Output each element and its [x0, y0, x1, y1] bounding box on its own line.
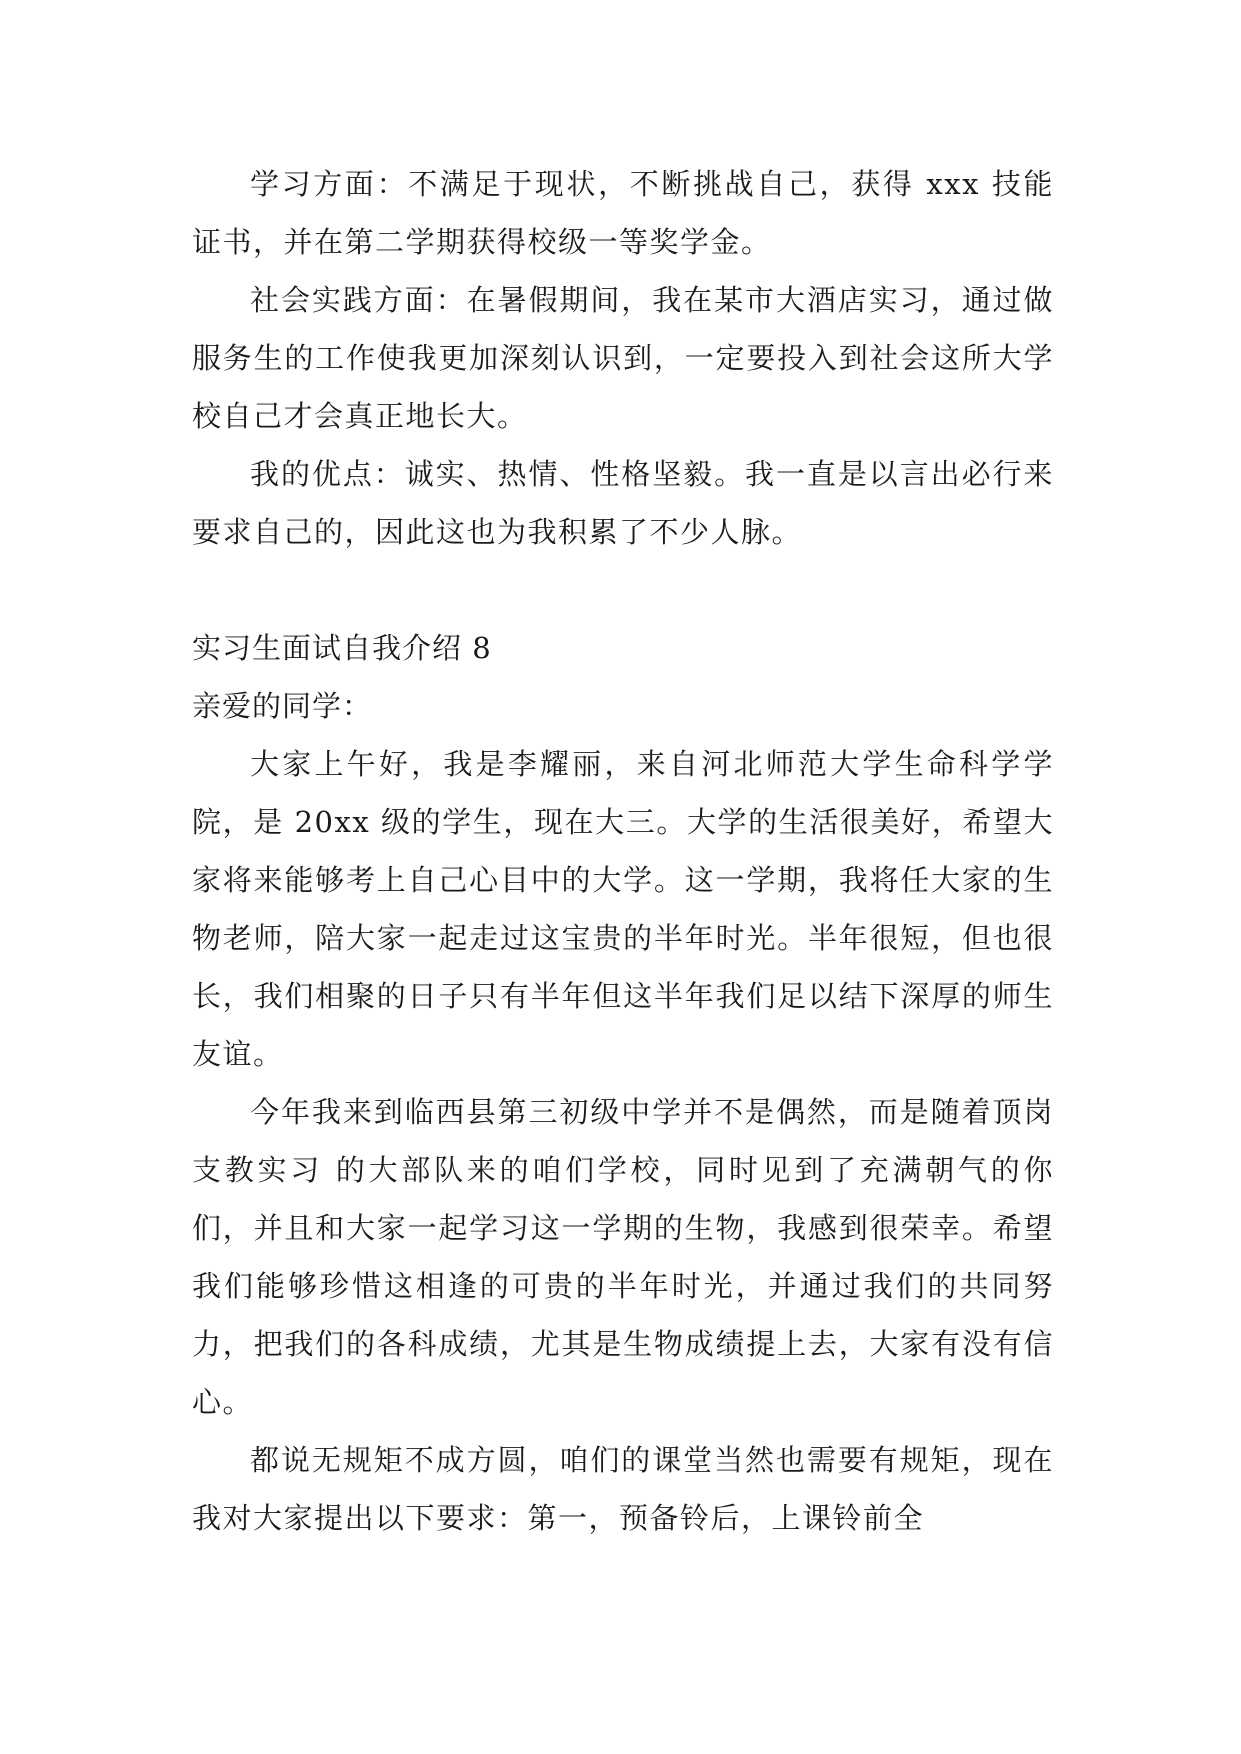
paragraph-rules: 都说无规矩不成方圆，咱们的课堂当然也需要有规矩，现在我对大家提出以下要求：第一，预备铃后，上课铃前全 [192, 1443, 1054, 1535]
paragraph-arrival: 今年我来到临西县第三初级中学并不是偶然，而是随着顶岗支教实习 的大部队来的咱们学校，同时见到了充满朝气的你们，并且和大家一起学习这一学期的生物，我感到很荣幸。希望我们能够珍惜这相逢的可贵的半年时光，并通过我们的共同努力，把我们的各科成绩，尤其是生物成绩提上去，大家有没有信心。 [192, 1095, 1054, 1419]
document-body [192, 155, 1054, 1547]
section-spacer [192, 561, 1054, 619]
paragraph-strengths: 我的优点：诚实、热情、性格坚毅。我一直是以言出必行来要求自己的，因此这也为我积累了不少人脉。 [192, 457, 1054, 549]
section-title: 实习生面试自我介绍 8 [192, 631, 492, 665]
paragraph-introduction: 大家上午好，我是李耀丽，来自河北师范大学生命科学学院，是 20xx 级的学生，现在大三。大学的生活很美好，希望大家将来能够考上自己心目中的大学。这一学期，我将任大家的生物老师，陪大家一起走过这宝贵的半年时光。半年很短，但也很长，我们相聚的日子只有半年但这半年我们足以结下深厚的师生友谊。 [192, 747, 1054, 1071]
paragraph-study: 学习方面：不满足于现状，不断挑战自己，获得 xxx 技能证书，并在第二学期获得校级一等奖学金。 [192, 167, 1054, 259]
salutation: 亲爱的同学： [192, 689, 373, 723]
paragraph-social-practice: 社会实践方面：在暑假期间，我在某市大酒店实习，通过做服务生的工作使我更加深刻认识到，一定要投入到社会这所大学校自己才会真正地长大。 [192, 283, 1054, 433]
